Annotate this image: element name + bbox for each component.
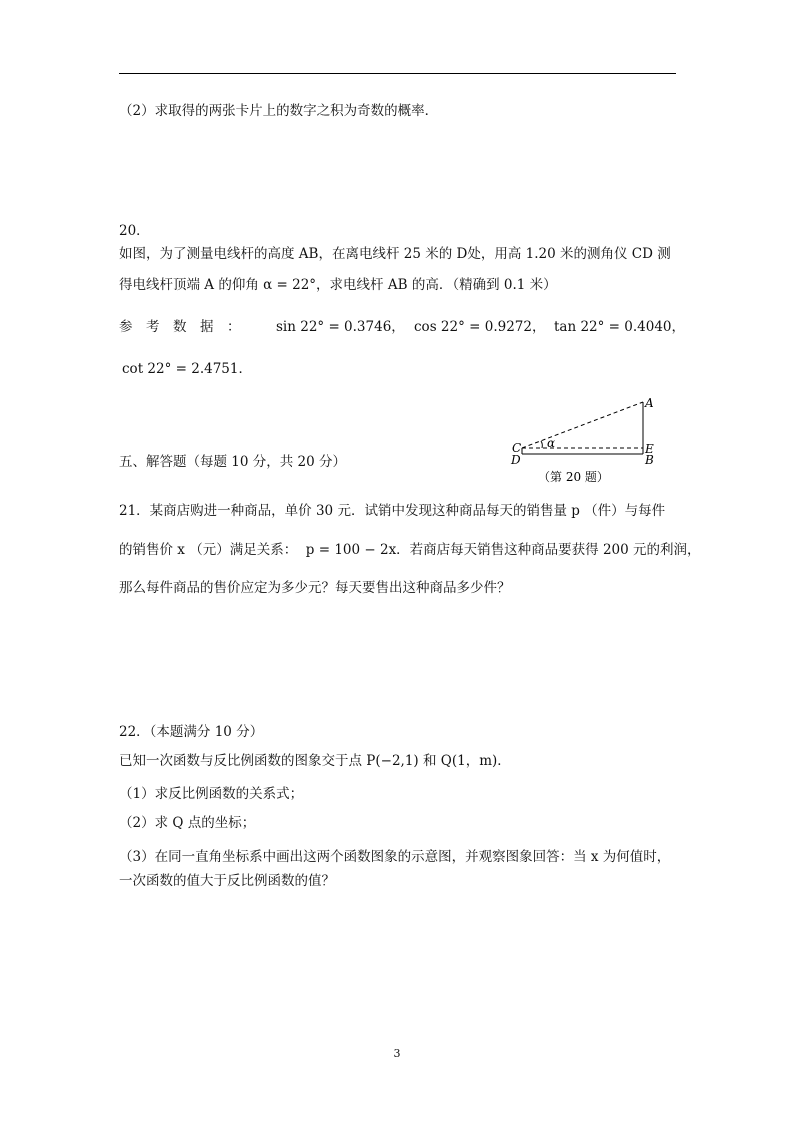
section-5-title: 五、解答题（每题 10 分，共 20 分）: [119, 454, 347, 470]
q22-line1: 已知一次函数与反比例函数的图象交于点 P(−2,1) 和 Q(1，m)．: [119, 753, 511, 769]
label-e: E: [645, 442, 654, 456]
angle-of-elevation-figure: [506, 392, 656, 486]
q22-part3-line1: （3）在同一直角坐标系中画出这两个函数图象的示意图，并观察图象回答：当 x 为何值时，: [119, 849, 671, 865]
q22-header: 22．（本题满分 10 分）: [119, 724, 264, 740]
q20-sin-value: sin 22° = 0.3746，: [276, 319, 405, 335]
q22-part1: （1）求反比例函数的关系式；: [119, 786, 304, 802]
q20-line2: 得电线杆顶端 A 的仰角 α = 22°，求电线杆 AB 的高．（精确到 0.1 米）: [119, 277, 557, 293]
header-rule: [119, 73, 676, 74]
page-number: 3: [393, 1047, 401, 1060]
q19-part2: （2）求取得的两张卡片上的数字之积为奇数的概率．: [119, 103, 439, 119]
q22-part3-line2: 一次函数的值大于反比例函数的值？: [119, 873, 335, 889]
label-c: C: [512, 441, 522, 455]
q22-part2: （2）求 Q 点的坐标；: [119, 815, 256, 831]
q21-line2: 的销售价 x （元）满足关系： p = 100 − 2x．若商店每天销售这种商品要获得 200 元的利润，: [119, 542, 701, 558]
q20-cos-value: cos 22° = 0.9272，: [414, 319, 546, 335]
figure-caption: （第 20 题）: [538, 470, 609, 484]
q20-line1: 如图，为了测量电线杆的高度 AB，在离电线杆 25 米的 D处，用高 1.20 米的测角仪 CD 测: [119, 246, 671, 262]
q20-tan-value: tan 22° = 0.4040，: [554, 319, 686, 335]
label-alpha: α: [547, 436, 556, 450]
q20-cot-value: cot 22° = 2.4751．: [122, 361, 252, 377]
label-d: D: [511, 453, 521, 467]
q20-reference-label: 参 考 数 据 ：: [119, 319, 241, 335]
q21-line3: 那么每件商品的售价应定为多少元？每天要售出这种商品多少件？: [119, 580, 511, 596]
q20-number: 20．: [119, 223, 150, 239]
q21-line1: 21．某商店购进一种商品，单价 30 元．试销中发现这种商品每天的销售量 p （件）与每件: [119, 503, 666, 519]
label-a: A: [645, 396, 654, 410]
label-b: B: [645, 453, 654, 467]
sight-line: [522, 402, 643, 448]
angle-arc: [541, 441, 542, 448]
